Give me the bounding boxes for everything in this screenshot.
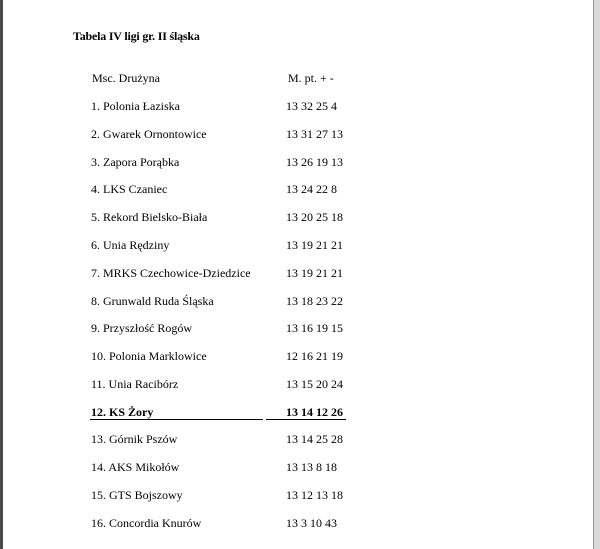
table-row <box>0 238 590 254</box>
team-name: 6. Unia Rędziny <box>91 238 170 252</box>
table-row <box>0 460 590 476</box>
team-name: 13. Górnik Pszów <box>91 432 178 446</box>
team-name: 1. Polonia Łaziska <box>91 99 180 113</box>
team-name: 11. Unia Racibórz <box>91 377 179 391</box>
team-stats: 13 20 25 18 <box>286 210 343 224</box>
team-name: 3. Zapora Porąbka <box>91 155 180 169</box>
team-stats: 13 32 25 4 <box>286 99 337 113</box>
team-stats: 13 26 19 13 <box>286 155 343 169</box>
team-name: 7. MRKS Czechowice-Dziedzice <box>91 266 251 280</box>
highlight-underline-stats <box>266 419 346 420</box>
team-name: 16. Concordia Knurów <box>91 516 202 530</box>
team-stats: 13 14 25 28 <box>286 432 343 446</box>
team-name: 10. Polonia Marklowice <box>91 349 207 363</box>
team-name: 4. LKS Czaniec <box>91 182 168 196</box>
team-stats: 13 19 21 21 <box>286 238 343 252</box>
page-title: Tabela IV ligi gr. II śląska <box>73 29 200 43</box>
team-name: 8. Grunwald Ruda Śląska <box>91 294 214 308</box>
team-stats: 13 19 21 21 <box>286 266 343 280</box>
team-stats: 13 12 13 18 <box>286 488 343 502</box>
column-header-team: Msc. Drużyna <box>92 71 160 85</box>
table-row <box>0 155 590 171</box>
table-row <box>0 294 590 310</box>
table-row <box>0 127 590 143</box>
team-name: 12. KS Żory <box>91 405 154 419</box>
team-stats: 12 16 21 19 <box>286 349 343 363</box>
table-row <box>0 432 590 448</box>
team-stats: 13 13 8 18 <box>286 460 337 474</box>
table-row <box>0 516 590 532</box>
team-stats: 13 18 23 22 <box>286 294 343 308</box>
team-stats: 13 16 19 15 <box>286 321 343 335</box>
highlight-underline-team <box>90 419 263 420</box>
team-name: 2. Gwarek Ornontowice <box>91 127 207 141</box>
table-row <box>0 377 590 393</box>
table-row <box>0 321 590 337</box>
team-name: 9. Przyszłość Rogów <box>91 321 192 335</box>
team-name: 14. AKS Mikołów <box>91 460 180 474</box>
table-row <box>0 488 590 504</box>
team-name: 5. Rekord Bielsko-Biała <box>91 210 208 224</box>
page-right-border <box>594 0 600 549</box>
table-row <box>0 99 590 115</box>
table-row <box>0 266 590 282</box>
table-row-highlighted <box>0 405 590 421</box>
table-row <box>0 210 590 226</box>
column-header-stats: M. pt. + - <box>288 71 334 85</box>
team-name: 15. GTS Bojszowy <box>91 488 183 502</box>
team-stats: 13 14 12 26 <box>286 405 343 419</box>
team-stats: 13 3 10 43 <box>286 516 337 530</box>
team-stats: 13 24 22 8 <box>286 182 337 196</box>
table-row <box>0 349 590 365</box>
team-stats: 13 31 27 13 <box>286 127 343 141</box>
table-row <box>0 182 590 198</box>
team-stats: 13 15 20 24 <box>286 377 343 391</box>
